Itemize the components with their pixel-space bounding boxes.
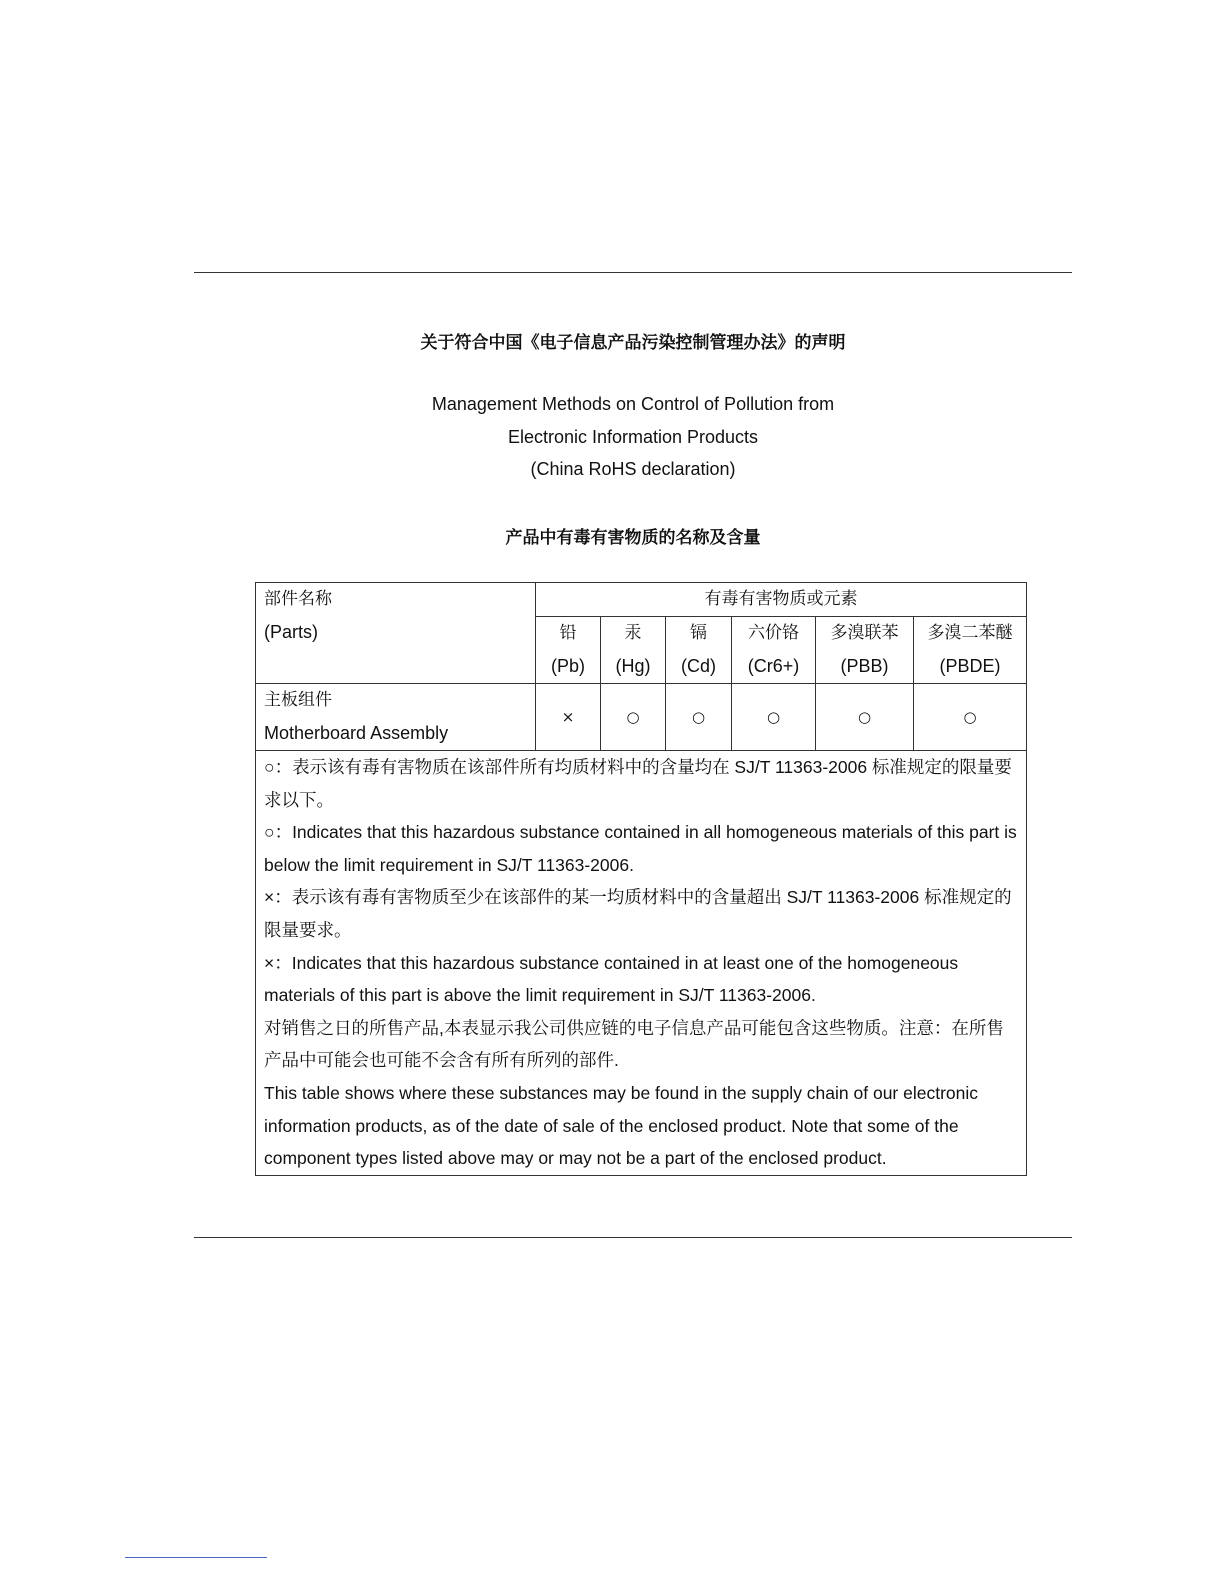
cn-subtitle: 产品中有毒有害物质的名称及含量 (505, 528, 761, 548)
note-circle-en: ○：Indicates that this hazardous substance contained in all homogeneous materials of this part is below the limit requirement in SJ/T 11363-2006. (264, 822, 1017, 875)
cn-declaration-title: 关于符合中国《电子信息产品污染控制管理办法》的声明 (420, 333, 846, 353)
en-title-line-3: (China RoHS declaration) (530, 459, 736, 479)
mark-pbde: ○ (914, 684, 1027, 751)
part-name-cn: 主板组件 (264, 690, 332, 710)
parts-header-cn: 部件名称 (264, 589, 332, 609)
note-circle-cn: ○：表示该有毒有害物质在该部件所有均质材料中的含量均在 SJ/T 11363-2006 标准规定的限量要求以下。 (264, 757, 1012, 810)
footnote-rule (125, 1557, 267, 1558)
col-header-en-pb: (Pb) (536, 650, 601, 684)
en-title-line-2: Electronic Information Products (507, 427, 759, 447)
mark-pbb: ○ (816, 684, 914, 751)
note-supply-cn: 对销售之日的所售产品,本表显示我公司供应链的电子信息产品可能包含这些物质。注意：在所售产品中可能会也可能不会含有所有所列的部件. (264, 1017, 1004, 1071)
col-header-cn-hg: 汞 (601, 617, 666, 651)
notes-cell (256, 751, 1027, 1176)
note-supply-en: This table shows where these substances may be found in the supply chain of our electronic information products, as of the date of sale of the enclosed product. Note that some of the component types listed above may or may not be a part of the enclosed product. (264, 1082, 979, 1169)
col-header-cn-pbde: 多溴二苯醚 (914, 617, 1027, 651)
substances-header: 有毒有害物质或元素 (536, 583, 1027, 617)
note-cross-en: ×：Indicates that this hazardous substance contained in at least one of the homogeneous materials of this part is above the limit requirement in SJ/T 11363-2006. (264, 952, 959, 1006)
mark-pb: × (536, 684, 601, 751)
part-name-cell (256, 684, 536, 751)
mark-hg: ○ (601, 684, 666, 751)
bottom-rule (194, 1237, 1072, 1238)
rohs-table (255, 582, 1027, 1176)
parts-header-en: (Parts) (264, 622, 318, 642)
col-header-en-pbb: (PBB) (816, 650, 914, 684)
col-header-en-pbde: (PBDE) (914, 650, 1027, 684)
col-header-en-cd: (Cd) (666, 650, 732, 684)
col-header-cn-cr6: 六价铬 (732, 617, 816, 651)
parts-header-cell (256, 583, 536, 684)
col-header-cn-pb: 铅 (536, 617, 601, 651)
col-header-cn-pbb: 多溴联苯 (816, 617, 914, 651)
col-header-en-hg: (Hg) (601, 650, 666, 684)
top-rule (194, 272, 1072, 273)
table-row (256, 684, 1027, 751)
col-header-en-cr6: (Cr6+) (732, 650, 816, 684)
mark-cd: ○ (666, 684, 732, 751)
en-title-line-1: Management Methods on Control of Pollution from (431, 394, 835, 414)
part-name-en: Motherboard Assembly (264, 723, 449, 743)
mark-cr6: ○ (732, 684, 816, 751)
note-cross-cn: ×：表示该有毒有害物质至少在该部件的某一均质材料中的含量超出 SJ/T 11363-2006 标准规定的限量要求。 (264, 887, 1012, 940)
col-header-cn-cd: 镉 (666, 617, 732, 651)
